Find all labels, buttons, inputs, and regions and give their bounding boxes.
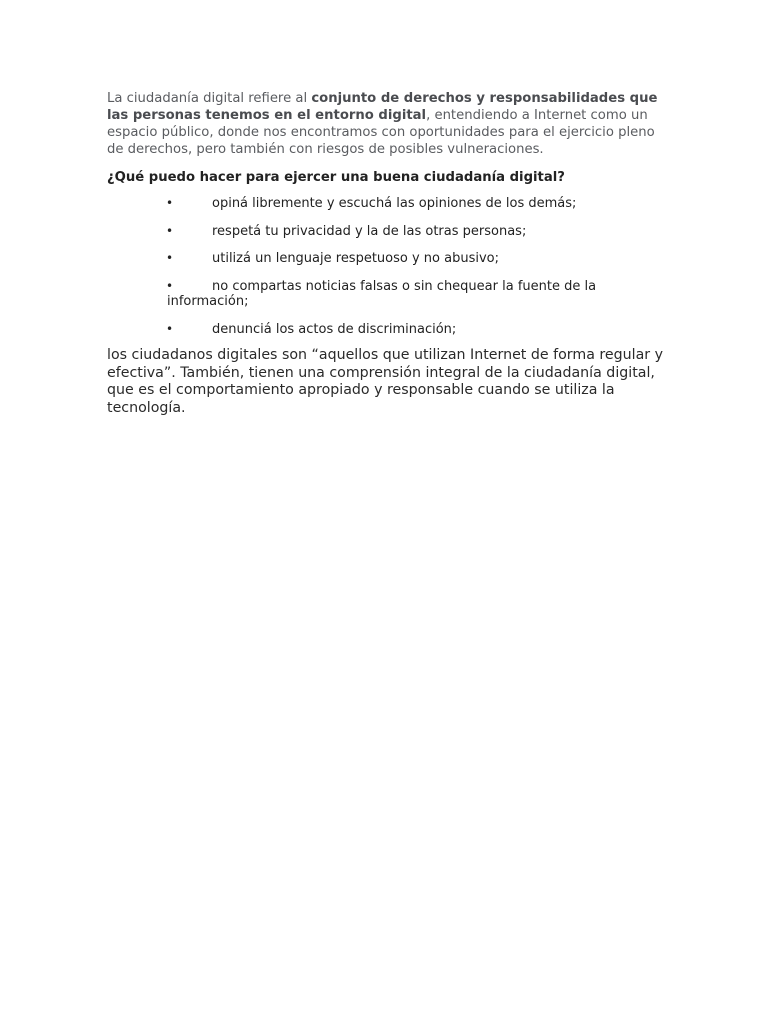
intro-paragraph — [107, 90, 667, 158]
question-heading: ¿Qué puedo hacer para ejercer una buena ciudadanía digital? — [107, 170, 565, 185]
closing-paragraph: los ciudadanos digitales son “aquellos que utilizan Internet de forma regular y efectiva”. También, tienen una comprensión integral de la ciudadanía digital, que es el comportamiento apropiado y responsable cuando se utiliza la tecnología. — [107, 347, 664, 416]
bullet-icon: • — [166, 321, 174, 336]
bullet-icon: • — [166, 278, 174, 293]
intro-tail: , entendiendo a Internet como un espacio público, donde nos encontramos con oportunidades para el ejercicio pleno de derechos, pero también con riesgos de posibles vulneraciones. — [107, 108, 655, 157]
document-body — [107, 90, 667, 417]
bullet-icon: • — [166, 223, 174, 238]
intro-bold-definition: conjunto de derechos y responsabilidades que las personas tenemos en el entorno digital — [107, 91, 658, 123]
recommendations-list — [107, 196, 667, 337]
list-item — [107, 322, 667, 338]
list-item — [107, 224, 667, 240]
list-item-text: denunciá los actos de discriminación; — [212, 321, 457, 337]
bullet-icon: • — [166, 251, 174, 265]
list-item — [107, 279, 667, 310]
bullet-icon: • — [166, 196, 174, 210]
list-item — [107, 196, 667, 212]
list-item-text: opiná libremente y escuchá las opiniones de los demás; — [212, 196, 577, 211]
intro-lead: La ciudadanía digital refiere al — [107, 91, 312, 106]
list-item-text: no compartas noticias falsas o sin chequear la fuente de la información; — [167, 278, 597, 309]
list-item-text: respetá tu privacidad y la de las otras personas; — [212, 223, 527, 239]
list-item-text: utilizá un lenguaje respetuoso y no abusivo; — [212, 251, 500, 266]
list-item — [107, 251, 667, 267]
